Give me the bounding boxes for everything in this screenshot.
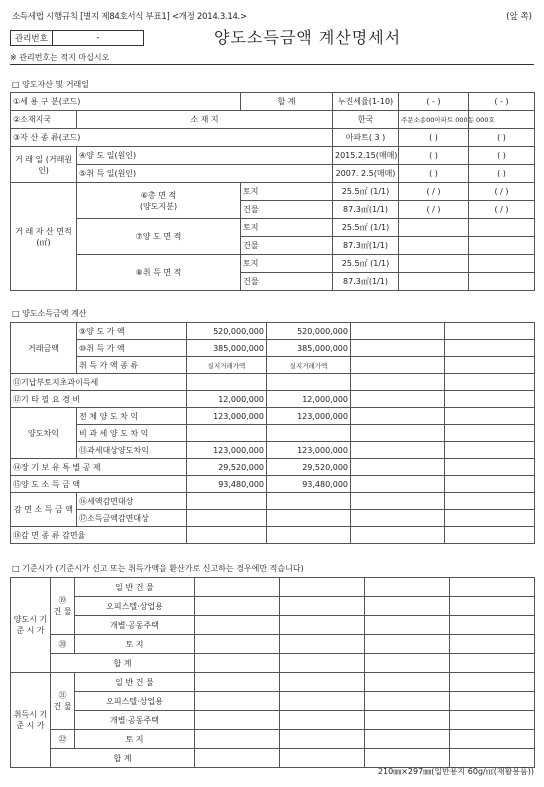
- cell[interactable]: [450, 730, 535, 749]
- cell: 거 래 일 (거래원인): [11, 147, 77, 183]
- cell[interactable]: [267, 493, 351, 510]
- cell[interactable]: [469, 219, 535, 237]
- cell: ㉒: [51, 730, 75, 749]
- cell[interactable]: [187, 425, 267, 442]
- cell[interactable]: [280, 692, 365, 711]
- cell: ①세 용 구 분(코드): [11, 93, 241, 111]
- cell[interactable]: [365, 711, 450, 730]
- cell[interactable]: [280, 730, 365, 749]
- cell[interactable]: ( / ): [469, 201, 535, 219]
- cell[interactable]: [445, 493, 535, 510]
- cell[interactable]: [187, 493, 267, 510]
- cell: 개별·공동주택: [75, 711, 195, 730]
- cell: 양도차익: [11, 408, 77, 459]
- divider: [10, 64, 534, 65]
- cell[interactable]: [445, 391, 535, 408]
- cell[interactable]: ( ): [469, 129, 535, 147]
- cell[interactable]: ( / ): [469, 183, 535, 201]
- cell: 거래금액: [11, 323, 77, 374]
- cell[interactable]: ( ): [399, 129, 469, 147]
- section-2-title: □ 양도소득금액 계산: [12, 309, 87, 318]
- cell: ⑤취 득 일(원인): [77, 165, 333, 183]
- cell[interactable]: [267, 425, 351, 442]
- cell[interactable]: 87.3㎡(1/1): [333, 273, 399, 291]
- cell: 오피스텔·상업용: [75, 597, 195, 616]
- cell[interactable]: [365, 654, 450, 673]
- cell[interactable]: 한국: [333, 111, 399, 129]
- cell[interactable]: [195, 692, 280, 711]
- cell[interactable]: [351, 425, 445, 442]
- cell[interactable]: 123,000,000: [267, 442, 351, 459]
- cell[interactable]: [280, 654, 365, 673]
- cell[interactable]: [445, 374, 535, 391]
- cell[interactable]: [280, 673, 365, 692]
- cell[interactable]: [445, 442, 535, 459]
- cell[interactable]: [365, 616, 450, 635]
- cell: ⑳: [51, 635, 75, 654]
- cell[interactable]: [187, 374, 267, 391]
- cell[interactable]: [195, 730, 280, 749]
- cell[interactable]: ( ): [469, 165, 535, 183]
- cell[interactable]: 2007. 2.5(매매): [333, 165, 399, 183]
- cell[interactable]: [267, 374, 351, 391]
- cell[interactable]: [351, 476, 445, 493]
- cell: 취득시 기 준 시 가: [11, 673, 51, 768]
- cell: 취 득 가 액 종 류: [77, 357, 187, 374]
- cell: ②소재지국: [11, 111, 77, 129]
- cell[interactable]: [195, 616, 280, 635]
- cell[interactable]: ( - ): [399, 93, 469, 111]
- cell[interactable]: 12,000,000: [187, 391, 267, 408]
- cell[interactable]: [187, 527, 267, 544]
- cell[interactable]: 123,000,000: [187, 408, 267, 425]
- cell: 토 지: [75, 730, 195, 749]
- cell[interactable]: [351, 459, 445, 476]
- cell: ⑯세액감면대상: [77, 493, 187, 510]
- cell[interactable]: [445, 408, 535, 425]
- cell: 전 체 양 도 차 익: [77, 408, 187, 425]
- cell: 건물: [241, 237, 333, 255]
- cell[interactable]: 123,000,000: [267, 408, 351, 425]
- cell[interactable]: [351, 510, 445, 527]
- cell: ⑩취 득 가 액: [77, 340, 187, 357]
- cell[interactable]: 520,000,000: [267, 323, 351, 340]
- cell: 감 면 소 득 금 액: [11, 493, 77, 527]
- asset-table: [10, 92, 535, 291]
- cell[interactable]: [445, 527, 535, 544]
- cell[interactable]: 25.5㎡ (1/1): [333, 255, 399, 273]
- cell: 오피스텔·상업용: [75, 692, 195, 711]
- cell: ⑲ 건 물: [51, 578, 75, 635]
- cell: 일 반 건 물: [75, 578, 195, 597]
- cell[interactable]: 87.3㎡(1/1): [333, 237, 399, 255]
- cell[interactable]: [280, 578, 365, 597]
- cell[interactable]: 25.5㎡ (1/1): [333, 183, 399, 201]
- cell[interactable]: [280, 597, 365, 616]
- cell[interactable]: [399, 255, 469, 273]
- cell[interactable]: [450, 654, 535, 673]
- cell[interactable]: ( ): [469, 147, 535, 165]
- cell[interactable]: [351, 357, 445, 374]
- section-3-title: □ 기준시가 (기준시가 신고 또는 취득가액을 환산가로 신고하는 경우에만 적습니다): [12, 564, 304, 573]
- cell[interactable]: [399, 237, 469, 255]
- cell: 건물: [241, 201, 333, 219]
- cell: ⑪기납부토지초과이득세: [11, 374, 187, 391]
- cell[interactable]: [195, 578, 280, 597]
- section-1-title: □ 양도자산 및 거래일: [12, 80, 90, 89]
- cell[interactable]: ( / ): [399, 183, 469, 201]
- cell[interactable]: [450, 711, 535, 730]
- cell[interactable]: [450, 749, 535, 768]
- cell: ㉑ 건 물: [51, 673, 75, 730]
- paper-size-note: 210㎜×297㎜(일반용지 60g/㎡(재활용품)): [377, 767, 534, 776]
- cell: ⑰소득금액감면대상: [77, 510, 187, 527]
- cell[interactable]: [267, 510, 351, 527]
- page-side: (앞 쪽): [506, 12, 532, 22]
- cell[interactable]: [365, 730, 450, 749]
- cell: ⑧취 득 면 적: [77, 255, 241, 291]
- cell[interactable]: [187, 510, 267, 527]
- cell: ⑥총 면 적 (양도지분): [77, 183, 241, 219]
- cell[interactable]: 실지거래가액: [187, 357, 267, 374]
- cell: 토지: [241, 219, 333, 237]
- cell[interactable]: 29,520,000: [267, 459, 351, 476]
- cell[interactable]: 아파트( 3 ): [333, 129, 399, 147]
- cell[interactable]: [365, 597, 450, 616]
- cell: ⑨양 도 가 액: [77, 323, 187, 340]
- cell: 토지: [241, 183, 333, 201]
- cell[interactable]: ( / ): [399, 201, 469, 219]
- cell[interactable]: [195, 654, 280, 673]
- cell: ⑮양 도 소 득 금 액: [11, 476, 187, 493]
- cell: ④양 도 일(원인): [77, 147, 333, 165]
- cell[interactable]: [351, 391, 445, 408]
- mgmt-value[interactable]: -: [52, 31, 143, 46]
- cell[interactable]: [195, 635, 280, 654]
- cell[interactable]: [351, 408, 445, 425]
- form-rule: 소득세법 시행규칙 [별지 제84호서식 부표1] <개정 2014.3.14.>: [12, 12, 247, 22]
- cell[interactable]: [445, 476, 535, 493]
- cell[interactable]: 123,000,000: [187, 442, 267, 459]
- cell[interactable]: [445, 323, 535, 340]
- mgmt-label: 관리번호: [11, 31, 53, 46]
- cell[interactable]: [450, 692, 535, 711]
- cell: ⑬과세대상양도차익: [77, 442, 187, 459]
- cell[interactable]: ( - ): [469, 93, 535, 111]
- cell[interactable]: 29,520,000: [187, 459, 267, 476]
- cell[interactable]: [469, 255, 535, 273]
- cell[interactable]: [445, 357, 535, 374]
- cell[interactable]: ( ): [399, 147, 469, 165]
- cell[interactable]: 25.5㎡ (1/1): [333, 219, 399, 237]
- cell[interactable]: [469, 273, 535, 291]
- cell[interactable]: 주문소송00아파트 000동 000호: [399, 111, 469, 129]
- cell[interactable]: [365, 635, 450, 654]
- cell[interactable]: [280, 635, 365, 654]
- cell: ⑱감 면 종 류 감면율: [11, 527, 187, 544]
- cell: 개별·공동주택: [75, 616, 195, 635]
- cell[interactable]: [450, 635, 535, 654]
- cell[interactable]: 385,000,000: [267, 340, 351, 357]
- cell[interactable]: [445, 425, 535, 442]
- cell[interactable]: [450, 673, 535, 692]
- cell: ⑭장 기 보 유 특 별 공 제: [11, 459, 187, 476]
- cell[interactable]: [280, 616, 365, 635]
- cell[interactable]: 520,000,000: [187, 323, 267, 340]
- cell[interactable]: [450, 578, 535, 597]
- cell: 거 래 자 산 면적(㎡): [11, 183, 77, 291]
- cell[interactable]: 93,480,000: [267, 476, 351, 493]
- cell[interactable]: [399, 273, 469, 291]
- cell[interactable]: [445, 340, 535, 357]
- cell[interactable]: [450, 616, 535, 635]
- cell[interactable]: [351, 323, 445, 340]
- cell[interactable]: [280, 749, 365, 768]
- note: ※ 관리번호는 적지 마십시오: [10, 53, 110, 62]
- cell[interactable]: [280, 711, 365, 730]
- cell[interactable]: 2015.2.15(매매): [333, 147, 399, 165]
- cell[interactable]: [195, 597, 280, 616]
- cell: 비 과 세 양 도 차 익: [77, 425, 187, 442]
- cell[interactable]: [450, 597, 535, 616]
- cell: 누진세율(1-10): [333, 93, 399, 111]
- cell[interactable]: [365, 673, 450, 692]
- cell[interactable]: [469, 237, 535, 255]
- cell: ⑦양 도 면 적: [77, 219, 241, 255]
- cell: 소 재 지: [77, 111, 333, 129]
- cell: 토지: [241, 255, 333, 273]
- cell: 합 계: [241, 93, 333, 111]
- cell[interactable]: [351, 340, 445, 357]
- management-box: [10, 30, 144, 46]
- cell[interactable]: [351, 527, 445, 544]
- cell[interactable]: [365, 578, 450, 597]
- cell[interactable]: [195, 673, 280, 692]
- cell: 합 계: [51, 749, 195, 768]
- cell[interactable]: [445, 510, 535, 527]
- cell[interactable]: [351, 493, 445, 510]
- cell[interactable]: 12,000,000: [267, 391, 351, 408]
- cell[interactable]: [399, 219, 469, 237]
- standard-price-table: [10, 577, 535, 768]
- cell: 합 계: [51, 654, 195, 673]
- cell: 일 반 건 물: [75, 673, 195, 692]
- page-title: 양도소득금액 계산명세서: [214, 28, 402, 47]
- cell[interactable]: [445, 459, 535, 476]
- cell[interactable]: [351, 374, 445, 391]
- cell: ③자 산 종 류(코드): [11, 129, 333, 147]
- calc-table: [10, 322, 535, 544]
- cell[interactable]: ( ): [399, 165, 469, 183]
- cell[interactable]: 93,480,000: [187, 476, 267, 493]
- cell[interactable]: [365, 692, 450, 711]
- cell: 양도시 기 준 시 가: [11, 578, 51, 673]
- cell: 토 지: [75, 635, 195, 654]
- cell[interactable]: 385,000,000: [187, 340, 267, 357]
- cell[interactable]: [195, 749, 280, 768]
- cell: 건물: [241, 273, 333, 291]
- cell[interactable]: [195, 711, 280, 730]
- cell: ⑫기 타 필 요 경 비: [11, 391, 187, 408]
- cell[interactable]: 87.3㎡(1/1): [333, 201, 399, 219]
- cell[interactable]: [267, 527, 351, 544]
- cell[interactable]: [365, 749, 450, 768]
- cell[interactable]: 실지거래가액: [267, 357, 351, 374]
- cell[interactable]: [351, 442, 445, 459]
